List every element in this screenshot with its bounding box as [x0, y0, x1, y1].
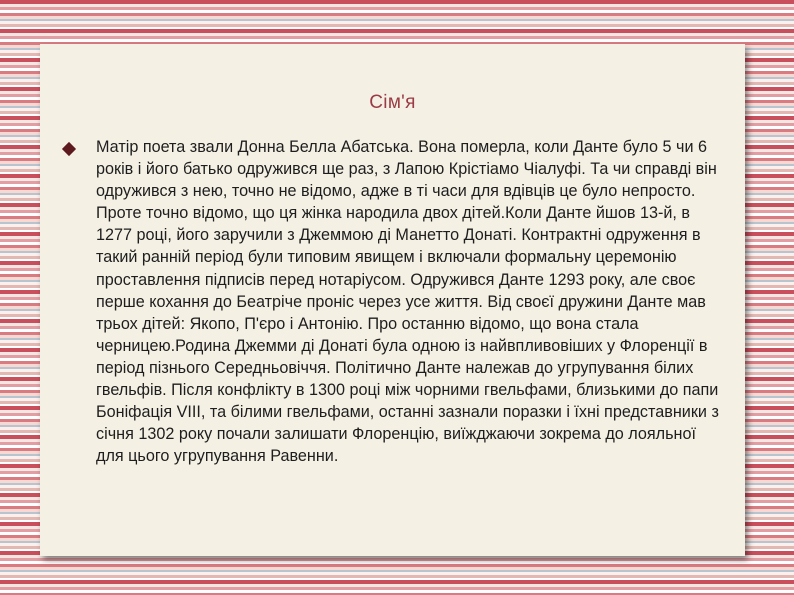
body-paragraph: Матір поета звали Донна Белла Абатська. Вона померла, коли Данте було 5 чи 6 років і його батько одружився ще раз, з Лапою Крістіамо Чіалуфі. Та чи справді він одружився з нею, точно не відомо, адже в ті часи для вдівців це було непросто. Проте точно відомо, що ця жінка народила двох дітей.Коли Данте йшов 13-й, в 1277 році, його заручили з Джеммою ді Манетто Донаті. Контрактні одруження в такий ранній період були типовим явищем і включали формальну церемонію проставлення підписів перед нотаріусом. Одружився Данте 1293 року, але своє перше кохання до Беатріче проніс через усе життя. Від своєї дружини Данте мав трьох дітей: Якопо, П'єро і Антонію. Про останню відомо, що вона стала черницею.Родина Джемми ді Донаті була одною із найвпливовіших у Флоренції в період пізнього Середньовіччя. Політично Данте належав до угрупування білих гвельфів. Після конфлікту в 1300 році між чорними гвельфами, близькими до папи Боніфація VIII, та білими гвельфами, останні зазнали поразки і їхні представники з січня 1302 року почали залишати Флоренцію, виїжджаючи зокрема до лояльної для цього угрупування Равенни.: [96, 138, 719, 466]
slide: [40, 44, 745, 556]
slide-title: Сім'я: [369, 92, 416, 113]
diamond-bullet-icon: [62, 142, 76, 156]
